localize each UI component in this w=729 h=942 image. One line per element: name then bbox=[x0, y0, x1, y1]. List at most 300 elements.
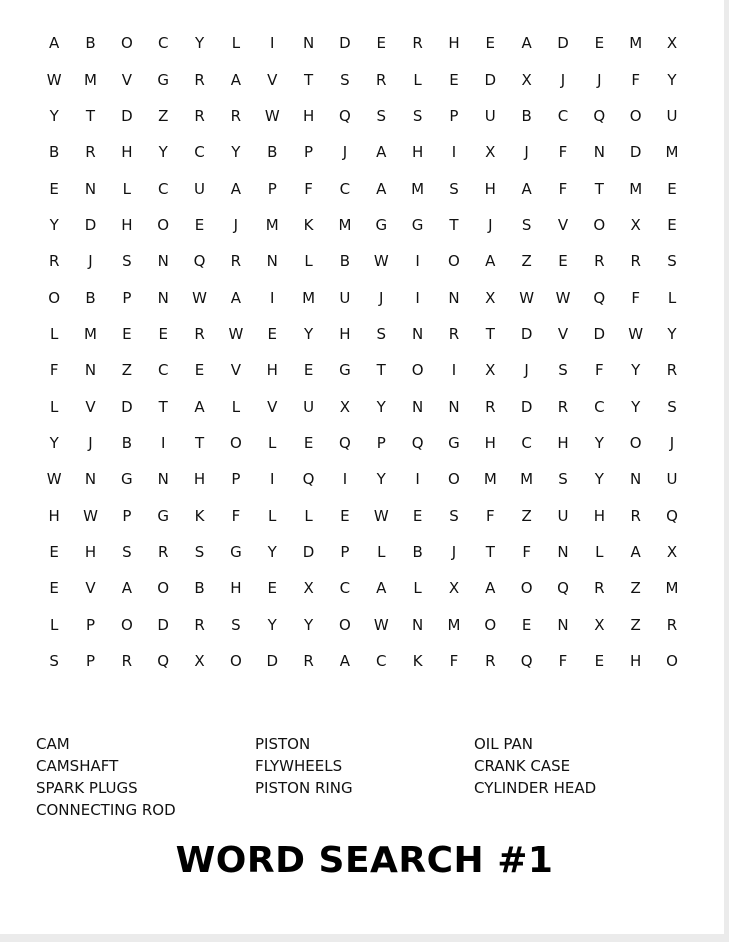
grid-letter: T bbox=[485, 542, 495, 561]
grid-letter: H bbox=[339, 324, 351, 343]
grid-letter: J bbox=[379, 288, 384, 307]
grid-letter: D bbox=[302, 542, 315, 561]
grid-letter: N bbox=[448, 397, 460, 416]
grid-letter: Z bbox=[121, 361, 132, 380]
word-list-item: CONNECTING ROD bbox=[36, 801, 176, 819]
grid-letter: Q bbox=[302, 470, 315, 489]
grid-letter: R bbox=[666, 361, 678, 380]
grid-letter: I bbox=[451, 143, 457, 162]
grid-letter: J bbox=[524, 143, 529, 162]
grid-letter: X bbox=[594, 615, 605, 634]
grid-letter: R bbox=[485, 397, 496, 416]
grid-letter: L bbox=[377, 542, 386, 561]
grid-letter: S bbox=[194, 542, 205, 561]
grid-letter: N bbox=[557, 542, 569, 561]
grid-letter: E bbox=[194, 361, 205, 380]
grid-letter: Q bbox=[193, 252, 206, 271]
grid-letter: P bbox=[304, 143, 314, 162]
grid-letter: P bbox=[85, 615, 96, 634]
grid-letter: M bbox=[665, 579, 679, 598]
grid-letter: O bbox=[666, 652, 678, 671]
grid-letter: X bbox=[485, 361, 496, 380]
grid-letter: A bbox=[339, 652, 351, 671]
grid-letter: X bbox=[521, 70, 532, 89]
word-list-item: CYLINDER HEAD bbox=[474, 779, 597, 797]
grid-letter: R bbox=[194, 615, 205, 634]
grid-letter: U bbox=[666, 470, 678, 489]
grid-letter: E bbox=[49, 542, 59, 561]
grid-letter: F bbox=[558, 143, 568, 162]
grid-letter: S bbox=[667, 252, 677, 271]
grid-letter: T bbox=[85, 106, 96, 125]
grid-letter: G bbox=[157, 70, 170, 89]
grid-letter: V bbox=[557, 324, 569, 343]
grid-letter: B bbox=[121, 433, 132, 452]
grid-letter: G bbox=[339, 361, 351, 380]
grid-letter: A bbox=[376, 579, 387, 598]
grid-letter: R bbox=[594, 252, 605, 271]
grid-letter: Y bbox=[303, 324, 314, 343]
grid-letter: F bbox=[449, 652, 459, 671]
grid-letter: W bbox=[373, 615, 389, 634]
grid-letter: L bbox=[595, 542, 604, 561]
grid-letter: Q bbox=[157, 652, 170, 671]
grid-letter: O bbox=[229, 433, 242, 452]
grid-letter: E bbox=[412, 506, 423, 525]
grid-letter: S bbox=[376, 106, 387, 125]
grid-letter: E bbox=[267, 579, 277, 598]
grid-letter: R bbox=[230, 252, 242, 271]
grid-letter: B bbox=[85, 34, 96, 53]
grid-letter: S bbox=[376, 324, 387, 343]
grid-letter: E bbox=[303, 361, 314, 380]
grid-letter: L bbox=[268, 433, 277, 452]
grid-letter: B bbox=[521, 106, 532, 125]
grid-letter: R bbox=[376, 70, 387, 89]
grid-letter: M bbox=[483, 470, 497, 489]
grid-letter: Y bbox=[594, 470, 604, 489]
grid-letter: C bbox=[339, 179, 351, 198]
grid-letter: S bbox=[449, 179, 459, 198]
grid-letter: D bbox=[629, 143, 642, 162]
grid-letter: J bbox=[451, 542, 457, 561]
grid-letter: J bbox=[669, 433, 675, 452]
grid-letter: N bbox=[84, 361, 97, 380]
word-list-item: CAM bbox=[36, 735, 70, 753]
grid-letter: Q bbox=[593, 106, 606, 125]
grid-letter: C bbox=[521, 433, 532, 452]
grid-letter: L bbox=[413, 579, 422, 598]
grid-letter: Y bbox=[267, 615, 277, 634]
grid-letter: N bbox=[157, 288, 169, 307]
grid-letter: L bbox=[304, 506, 313, 525]
grid-letter: N bbox=[593, 143, 605, 162]
grid-letter: W bbox=[192, 288, 207, 307]
grid-letter: P bbox=[340, 542, 350, 561]
grid-letter: I bbox=[270, 470, 275, 489]
grid-letter: G bbox=[121, 470, 133, 489]
grid-letter: X bbox=[485, 143, 496, 162]
grid-letter: J bbox=[88, 252, 93, 271]
grid-letter: R bbox=[121, 652, 133, 671]
grid-letter: F bbox=[595, 361, 604, 380]
grid-letter: J bbox=[524, 361, 529, 380]
puzzle-title: WORD SEARCH #1 bbox=[175, 840, 554, 881]
grid-letter: T bbox=[194, 433, 205, 452]
grid-letter: O bbox=[157, 579, 170, 598]
grid-letter: O bbox=[448, 470, 460, 489]
grid-letter: V bbox=[85, 397, 96, 416]
grid-letter: O bbox=[339, 615, 351, 634]
grid-letter: R bbox=[448, 324, 460, 343]
grid-letter: I bbox=[451, 361, 457, 380]
grid-letter: P bbox=[85, 652, 96, 671]
grid-letter: Y bbox=[376, 470, 386, 489]
grid-letter: P bbox=[122, 288, 132, 307]
grid-letter: R bbox=[194, 106, 205, 125]
grid-letter: Z bbox=[158, 106, 169, 125]
grid-letter: T bbox=[485, 324, 495, 343]
grid-letter: S bbox=[558, 470, 568, 489]
grid-letter: N bbox=[411, 324, 424, 343]
grid-letter: N bbox=[411, 615, 424, 634]
grid-letter: A bbox=[521, 179, 532, 198]
grid-letter: R bbox=[630, 252, 641, 271]
grid-letter: S bbox=[667, 397, 677, 416]
grid-letter: Y bbox=[631, 397, 641, 416]
grid-letter: Y bbox=[376, 397, 386, 416]
grid-letter: S bbox=[449, 506, 459, 525]
grid-letter: H bbox=[84, 542, 97, 561]
grid-letter: D bbox=[84, 215, 97, 234]
word-list-item: FLYWHEELS bbox=[255, 757, 343, 775]
grid-letter: B bbox=[339, 252, 351, 271]
grid-letter: G bbox=[157, 506, 170, 525]
grid-letter: D bbox=[266, 652, 279, 671]
grid-letter: D bbox=[593, 324, 606, 343]
grid-letter: T bbox=[594, 179, 604, 198]
grid-letter: U bbox=[303, 397, 315, 416]
grid-letter: Q bbox=[411, 433, 424, 452]
grid-letter: M bbox=[447, 615, 461, 634]
grid-letter: O bbox=[629, 433, 642, 452]
grid-letter: L bbox=[304, 252, 313, 271]
grid-letter: N bbox=[448, 288, 460, 307]
grid-letter: L bbox=[231, 34, 241, 53]
grid-letter: A bbox=[376, 179, 387, 198]
grid-letter: S bbox=[231, 615, 241, 634]
grid-letter: N bbox=[266, 252, 278, 271]
grid-letter: D bbox=[557, 34, 569, 53]
grid-letter: G bbox=[230, 542, 242, 561]
grid-letter: K bbox=[412, 652, 423, 671]
grid-letter: M bbox=[520, 470, 534, 489]
grid-letter: I bbox=[160, 433, 166, 452]
grid-letter: V bbox=[267, 70, 278, 89]
grid-letter: M bbox=[338, 215, 352, 234]
grid-letter: P bbox=[449, 106, 459, 125]
grid-letter: W bbox=[228, 324, 244, 343]
grid-letter: I bbox=[415, 288, 420, 307]
grid-letter: O bbox=[120, 615, 133, 634]
grid-letter: R bbox=[630, 506, 641, 525]
grid-letter: Z bbox=[521, 506, 532, 525]
grid-letter: L bbox=[413, 70, 422, 89]
grid-letter: Y bbox=[594, 433, 604, 452]
grid-letter: Q bbox=[666, 506, 678, 525]
grid-letter: M bbox=[302, 288, 316, 307]
grid-letter: U bbox=[194, 179, 206, 198]
word-list-item: OIL PAN bbox=[474, 735, 533, 753]
grid-letter: E bbox=[49, 179, 59, 198]
grid-letter: X bbox=[448, 579, 460, 598]
grid-letter: O bbox=[229, 652, 242, 671]
grid-letter: X bbox=[303, 579, 314, 598]
grid-letter: D bbox=[121, 397, 133, 416]
grid-letter: R bbox=[230, 106, 242, 125]
grid-letter: Y bbox=[667, 324, 677, 343]
grid-letter: X bbox=[339, 397, 351, 416]
grid-letter: M bbox=[629, 179, 643, 198]
grid-letter: N bbox=[157, 470, 169, 489]
grid-letter: R bbox=[194, 324, 205, 343]
grid-letter: M bbox=[84, 70, 97, 89]
grid-letter: L bbox=[122, 179, 132, 198]
grid-letter: M bbox=[411, 179, 425, 198]
grid-letter: J bbox=[597, 70, 602, 89]
grid-letter: L bbox=[49, 615, 59, 634]
grid-letter: M bbox=[84, 324, 97, 343]
grid-letter: U bbox=[484, 106, 496, 125]
grid-letter: Y bbox=[303, 615, 314, 634]
letter-grid bbox=[36, 25, 690, 679]
grid-letter: C bbox=[157, 34, 169, 53]
grid-letter: T bbox=[449, 215, 459, 234]
grid-letter: Y bbox=[267, 542, 277, 561]
grid-letter: N bbox=[630, 470, 642, 489]
grid-letter: H bbox=[630, 652, 642, 671]
grid-letter: W bbox=[264, 106, 280, 125]
grid-letter: C bbox=[376, 652, 387, 671]
grid-letter: E bbox=[521, 615, 532, 634]
grid-letter: Q bbox=[520, 652, 533, 671]
grid-letter: W bbox=[628, 324, 644, 343]
word-list-item: CRANK CASE bbox=[474, 757, 571, 775]
grid-letter: O bbox=[593, 215, 606, 234]
grid-letter: O bbox=[448, 252, 460, 271]
grid-letter: P bbox=[267, 179, 277, 198]
grid-letter: H bbox=[266, 361, 278, 380]
grid-letter: B bbox=[49, 143, 60, 162]
grid-letter: B bbox=[267, 143, 278, 162]
grid-letter: Q bbox=[593, 288, 606, 307]
grid-letter: L bbox=[667, 288, 677, 307]
grid-letter: Q bbox=[557, 579, 569, 598]
grid-letter: H bbox=[230, 579, 242, 598]
grid-letter: R bbox=[666, 615, 678, 634]
grid-letter: B bbox=[412, 542, 423, 561]
grid-letter: F bbox=[231, 506, 241, 525]
grid-letter: X bbox=[485, 288, 496, 307]
grid-letter: C bbox=[157, 179, 169, 198]
grid-letter: D bbox=[339, 34, 351, 53]
grid-letter: R bbox=[303, 652, 314, 671]
grid-letter: E bbox=[667, 179, 677, 198]
grid-letter: E bbox=[340, 506, 350, 525]
grid-letter: E bbox=[667, 215, 677, 234]
grid-letter: F bbox=[558, 652, 568, 671]
word-list-item: PISTON bbox=[255, 735, 311, 753]
grid-letter: B bbox=[194, 579, 205, 598]
grid-letter: M bbox=[665, 143, 679, 162]
grid-letter: E bbox=[376, 34, 386, 53]
grid-letter: I bbox=[342, 470, 348, 489]
grid-letter: L bbox=[49, 397, 59, 416]
grid-letter: S bbox=[558, 361, 568, 380]
grid-letter: I bbox=[415, 252, 420, 271]
grid-letter: E bbox=[158, 324, 168, 343]
grid-letter: F bbox=[485, 506, 495, 525]
grid-letter: R bbox=[48, 252, 60, 271]
grid-letter: Y bbox=[194, 34, 205, 53]
grid-letter: R bbox=[557, 397, 569, 416]
grid-letter: F bbox=[631, 288, 640, 307]
grid-letter: A bbox=[230, 70, 242, 89]
grid-letter: S bbox=[340, 70, 350, 89]
grid-letter: W bbox=[373, 252, 389, 271]
grid-letter: A bbox=[376, 143, 387, 162]
grid-letter: W bbox=[555, 288, 571, 307]
grid-letter: I bbox=[270, 34, 275, 53]
grid-letter: H bbox=[484, 433, 496, 452]
grid-letter: O bbox=[629, 106, 642, 125]
grid-letter: J bbox=[560, 70, 566, 89]
grid-letter: Y bbox=[231, 143, 241, 162]
grid-letter: J bbox=[88, 433, 93, 452]
grid-letter: W bbox=[373, 506, 389, 525]
grid-letter: U bbox=[339, 288, 351, 307]
grid-letter: A bbox=[521, 34, 532, 53]
grid-letter: F bbox=[304, 179, 313, 198]
grid-letter: E bbox=[49, 579, 59, 598]
grid-letter: E bbox=[303, 433, 314, 452]
grid-letter: H bbox=[448, 34, 460, 53]
grid-letter: Y bbox=[631, 361, 641, 380]
grid-letter: S bbox=[49, 652, 59, 671]
grid-letter: G bbox=[448, 433, 460, 452]
grid-letter: C bbox=[594, 397, 605, 416]
grid-letter: J bbox=[233, 215, 239, 234]
grid-letter: E bbox=[449, 70, 459, 89]
grid-letter: X bbox=[666, 34, 678, 53]
grid-letter: G bbox=[375, 215, 388, 234]
grid-letter: F bbox=[558, 179, 568, 198]
grid-letter: R bbox=[594, 579, 605, 598]
grid-letter: A bbox=[121, 579, 132, 598]
grid-letter: D bbox=[121, 106, 133, 125]
grid-letter: Z bbox=[630, 615, 641, 634]
word-list bbox=[36, 733, 696, 821]
grid-letter: F bbox=[49, 361, 59, 380]
grid-letter: P bbox=[231, 470, 241, 489]
grid-letter: Y bbox=[49, 433, 59, 452]
grid-letter: D bbox=[484, 70, 497, 89]
grid-letter: V bbox=[267, 397, 278, 416]
grid-letter: A bbox=[485, 252, 496, 271]
grid-letter: Y bbox=[49, 106, 59, 125]
grid-letter: O bbox=[48, 288, 61, 307]
grid-letter: O bbox=[484, 615, 497, 634]
grid-letter: F bbox=[522, 542, 531, 561]
grid-letter: A bbox=[194, 397, 205, 416]
grid-letter: G bbox=[411, 215, 424, 234]
grid-letter: E bbox=[594, 34, 605, 53]
grid-letter: Y bbox=[158, 143, 168, 162]
grid-letter: A bbox=[230, 288, 242, 307]
grid-letter: C bbox=[157, 361, 169, 380]
grid-letter: H bbox=[484, 179, 496, 198]
grid-letter: W bbox=[519, 288, 535, 307]
grid-letter: P bbox=[376, 433, 386, 452]
grid-letter: N bbox=[157, 252, 169, 271]
grid-letter: U bbox=[666, 106, 678, 125]
grid-letter: O bbox=[157, 215, 170, 234]
grid-letter: O bbox=[120, 34, 133, 53]
grid-letter: V bbox=[121, 70, 132, 89]
grid-letter: A bbox=[49, 34, 60, 53]
grid-letter: E bbox=[594, 652, 605, 671]
grid-letter: Q bbox=[339, 433, 351, 452]
grid-letter: E bbox=[485, 34, 496, 53]
grid-letter: N bbox=[84, 470, 97, 489]
grid-letter: S bbox=[412, 106, 423, 125]
grid-letter: N bbox=[557, 615, 569, 634]
grid-letter: K bbox=[194, 506, 205, 525]
grid-letter: F bbox=[631, 70, 640, 89]
grid-letter: A bbox=[630, 542, 641, 561]
word-list-item: SPARK PLUGS bbox=[36, 779, 138, 797]
word-list-item: CAMSHAFT bbox=[36, 757, 119, 775]
grid-letter: M bbox=[265, 215, 279, 234]
grid-letter: T bbox=[376, 361, 386, 380]
grid-letter: A bbox=[230, 179, 242, 198]
word-list-item: PISTON RING bbox=[255, 779, 353, 797]
grid-letter: Z bbox=[630, 579, 641, 598]
grid-letter: R bbox=[85, 143, 96, 162]
grid-letter: C bbox=[194, 143, 205, 162]
grid-letter: V bbox=[557, 215, 569, 234]
grid-letter: R bbox=[412, 34, 423, 53]
grid-letter: W bbox=[46, 470, 62, 489]
grid-letter: I bbox=[415, 470, 420, 489]
grid-letter: J bbox=[342, 143, 348, 162]
grid-letter: H bbox=[121, 143, 133, 162]
grid-letter: M bbox=[629, 34, 643, 53]
grid-letter: D bbox=[520, 324, 533, 343]
grid-letter: Z bbox=[521, 252, 532, 271]
grid-letter: R bbox=[157, 542, 169, 561]
grid-letter: B bbox=[85, 288, 96, 307]
grid-letter: W bbox=[46, 70, 62, 89]
grid-letter: R bbox=[485, 652, 496, 671]
grid-letter: H bbox=[411, 143, 424, 162]
grid-letter: C bbox=[339, 579, 351, 598]
grid-letter: N bbox=[411, 397, 424, 416]
grid-letter: S bbox=[521, 215, 532, 234]
grid-letter: V bbox=[85, 579, 96, 598]
grid-letter: S bbox=[122, 252, 132, 271]
grid-letter: H bbox=[121, 215, 133, 234]
